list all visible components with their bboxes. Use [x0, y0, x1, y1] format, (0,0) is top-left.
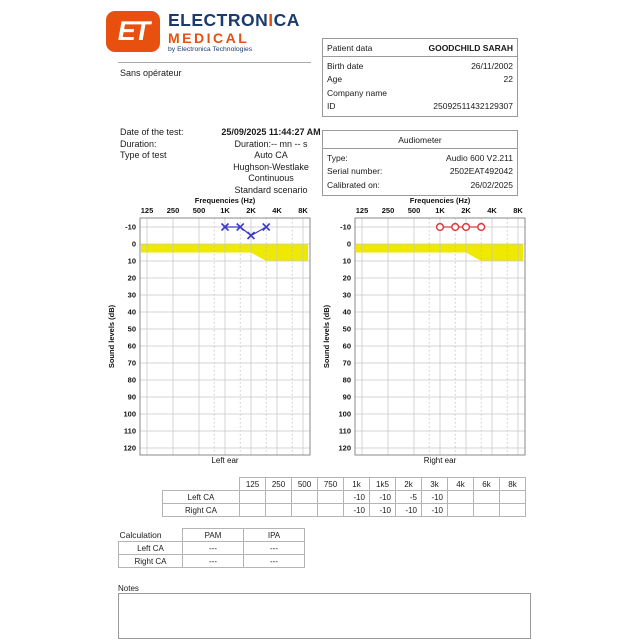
svg-text:70: 70 [127, 358, 136, 368]
audiometer-row-value: 2502EAT492042 [449, 166, 513, 177]
svg-text:90: 90 [127, 392, 136, 402]
svg-text:110: 110 [338, 426, 351, 436]
audiometer-row-label: Serial number: [327, 166, 383, 177]
operator-divider [118, 62, 311, 63]
svg-text:2K: 2K [246, 206, 256, 215]
svg-text:50: 50 [127, 324, 136, 334]
results-column-header: 6k [474, 478, 500, 491]
patient-table-body [323, 57, 517, 116]
patient-row [323, 86, 517, 100]
audiometer-row [323, 151, 517, 165]
patient-row [323, 100, 517, 114]
calc-row-label: Right CA [119, 555, 183, 568]
notes-label: Notes [118, 584, 139, 593]
results-value-cell [292, 504, 318, 517]
audiometer-header-label: Audiometer [398, 134, 442, 145]
results-column-header: 4k [448, 478, 474, 491]
frequency-results-table [162, 477, 526, 517]
results-value-cell: -10 [370, 504, 396, 517]
results-value-cell: -10 [344, 491, 370, 504]
brand-accent-letter: I [268, 10, 274, 30]
svg-text:4K: 4K [487, 206, 497, 215]
test-duration: Duration:-- mn -- s [234, 138, 308, 149]
test-type-line: Standard scenario [234, 184, 308, 195]
patient-row-value: 25092511432129307 [433, 101, 513, 112]
patient-data-table [322, 38, 518, 117]
svg-text:Frequencies (Hz): Frequencies (Hz) [194, 196, 256, 205]
calc-row-label: Left CA [119, 542, 183, 555]
brand-tagline: by Electronica Technologies [168, 45, 253, 53]
svg-text:100: 100 [338, 409, 351, 419]
svg-text:70: 70 [342, 358, 351, 368]
svg-text:50: 50 [342, 324, 351, 334]
test-info-labels [120, 127, 184, 162]
svg-text:250: 250 [381, 206, 395, 215]
svg-text:60: 60 [342, 341, 351, 351]
svg-text:80: 80 [342, 375, 351, 385]
test-type-lines [206, 150, 336, 196]
results-value-cell: -10 [344, 504, 370, 517]
svg-text:120: 120 [338, 443, 351, 453]
svg-text:40: 40 [127, 307, 136, 317]
svg-text:Sound levels (dB): Sound levels (dB) [322, 304, 331, 369]
svg-text:0: 0 [346, 239, 351, 249]
results-column-header: 750 [318, 478, 344, 491]
test-type-line: Continuous [248, 173, 294, 183]
calc-column-header: IPA [244, 529, 305, 542]
results-column-header: 3k [422, 478, 448, 491]
svg-text:30: 30 [342, 290, 351, 300]
test-datetime: 25/09/2025 11:44:27 AM [221, 127, 321, 137]
patient-row-label: Company name [327, 87, 388, 98]
results-value-cell: -10 [422, 491, 448, 504]
audiometer-row [323, 165, 517, 179]
patient-row-value: 22 [503, 74, 513, 85]
logo-icon [106, 11, 160, 52]
svg-text:10: 10 [342, 256, 351, 266]
audiometer-row-value: Audio 600 V2.211 [446, 152, 513, 163]
results-value-cell [266, 491, 292, 504]
results-column-header: 8k [500, 478, 526, 491]
audiometer-row-label: Type: [327, 152, 348, 163]
svg-text:0: 0 [131, 239, 136, 249]
results-value-cell [500, 491, 526, 504]
test-type-line: Hughson-Westlake [233, 161, 309, 172]
results-value-cell [474, 504, 500, 517]
patient-row-label: ID [327, 101, 336, 112]
svg-text:Left ear: Left ear [211, 456, 239, 465]
results-column-header: 2k [396, 478, 422, 491]
brand-part1: ELECTRON [168, 10, 269, 30]
brand-medical: MEDICAL [168, 29, 250, 46]
results-value-cell: -10 [422, 504, 448, 517]
svg-text:1K: 1K [220, 206, 230, 215]
test-info-label: Type of test [120, 150, 167, 160]
svg-text:Sound levels (dB): Sound levels (dB) [107, 304, 116, 369]
results-value-cell [318, 491, 344, 504]
results-column-header: 250 [266, 478, 292, 491]
results-header-row [163, 478, 526, 491]
test-info-label: Date of the test: [120, 127, 184, 137]
results-row-label: Left CA [163, 491, 240, 504]
audiogram-right-ear-chart [321, 194, 527, 468]
calc-value-cell: --- [183, 542, 244, 555]
results-value-cell [448, 491, 474, 504]
svg-text:-10: -10 [125, 222, 136, 232]
patient-row [323, 59, 517, 73]
audiometer-table-body [323, 149, 517, 195]
audiometer-table [322, 130, 518, 196]
svg-text:500: 500 [407, 206, 421, 215]
calc-column-header: PAM [183, 529, 244, 542]
svg-text:20: 20 [342, 273, 351, 283]
results-value-cell: -5 [396, 491, 422, 504]
svg-text:250: 250 [166, 206, 180, 215]
results-value-cell [318, 504, 344, 517]
results-row [163, 504, 526, 517]
calc-row [119, 555, 305, 568]
audiometer-row-label: Calibrated on: [327, 179, 380, 190]
notes-box [118, 593, 531, 639]
patient-row [323, 73, 517, 87]
svg-text:Frequencies (Hz): Frequencies (Hz) [409, 196, 471, 205]
brand-name [168, 12, 300, 30]
svg-text:1K: 1K [435, 206, 445, 215]
svg-text:20: 20 [127, 273, 136, 283]
patient-name: GOODCHILD SARAH [428, 42, 513, 53]
calc-header-row [119, 529, 305, 542]
svg-text:80: 80 [127, 375, 136, 385]
svg-text:125: 125 [355, 206, 369, 215]
calc-value-cell: --- [244, 542, 305, 555]
svg-text:90: 90 [342, 392, 351, 402]
svg-text:110: 110 [123, 426, 136, 436]
svg-text:120: 120 [123, 443, 136, 453]
test-info-label: Duration: [120, 138, 157, 149]
audiometer-row [323, 178, 517, 192]
results-value-cell [240, 504, 266, 517]
results-value-cell [240, 491, 266, 504]
patient-table-header [323, 39, 517, 57]
svg-text:100: 100 [123, 409, 136, 419]
svg-text:-10: -10 [340, 222, 351, 232]
calc-title: Calculation [119, 529, 162, 540]
test-info-values [206, 127, 336, 196]
svg-text:125: 125 [140, 206, 154, 215]
svg-text:30: 30 [127, 290, 136, 300]
test-type-line: Auto CA [254, 150, 288, 160]
results-value-cell [266, 504, 292, 517]
svg-text:8K: 8K [298, 206, 308, 215]
results-value-cell: -10 [370, 491, 396, 504]
calc-value-cell: --- [244, 555, 305, 568]
logo-icon-text: ET [115, 16, 151, 46]
results-value-cell [292, 491, 318, 504]
calculation-table [118, 528, 305, 568]
audiometer-row-value: 26/02/2025 [470, 179, 513, 190]
svg-text:60: 60 [127, 341, 136, 351]
svg-text:4K: 4K [272, 206, 282, 215]
results-column-header: 125 [240, 478, 266, 491]
brand-logo [168, 12, 300, 53]
svg-text:10: 10 [127, 256, 136, 266]
svg-text:8K: 8K [513, 206, 523, 215]
results-column-header: 1k5 [370, 478, 396, 491]
svg-text:500: 500 [192, 206, 206, 215]
results-value-cell [448, 504, 474, 517]
svg-text:40: 40 [342, 307, 351, 317]
results-value-cell [474, 491, 500, 504]
patient-row-label: Age [327, 74, 343, 85]
results-header-empty-cell [163, 478, 240, 491]
patient-row-label: Birth date [327, 60, 364, 71]
svg-text:2K: 2K [461, 206, 471, 215]
calc-value-cell: --- [183, 555, 244, 568]
svg-text:Right ear: Right ear [423, 456, 457, 465]
results-value-cell [500, 504, 526, 517]
audiogram-left-ear-chart [106, 194, 312, 468]
results-row-label: Right CA [163, 504, 240, 517]
results-column-header: 500 [292, 478, 318, 491]
patient-header-label: Patient data [327, 42, 373, 53]
patient-row-value: 26/11/2002 [471, 60, 513, 71]
results-value-cell: -10 [396, 504, 422, 517]
results-row [163, 491, 526, 504]
results-column-header: 1k [344, 478, 370, 491]
brand-part2: CA [273, 10, 300, 30]
calc-row [119, 542, 305, 555]
audiometer-table-header [323, 131, 517, 149]
operator-label: Sans opérateur [120, 68, 182, 78]
